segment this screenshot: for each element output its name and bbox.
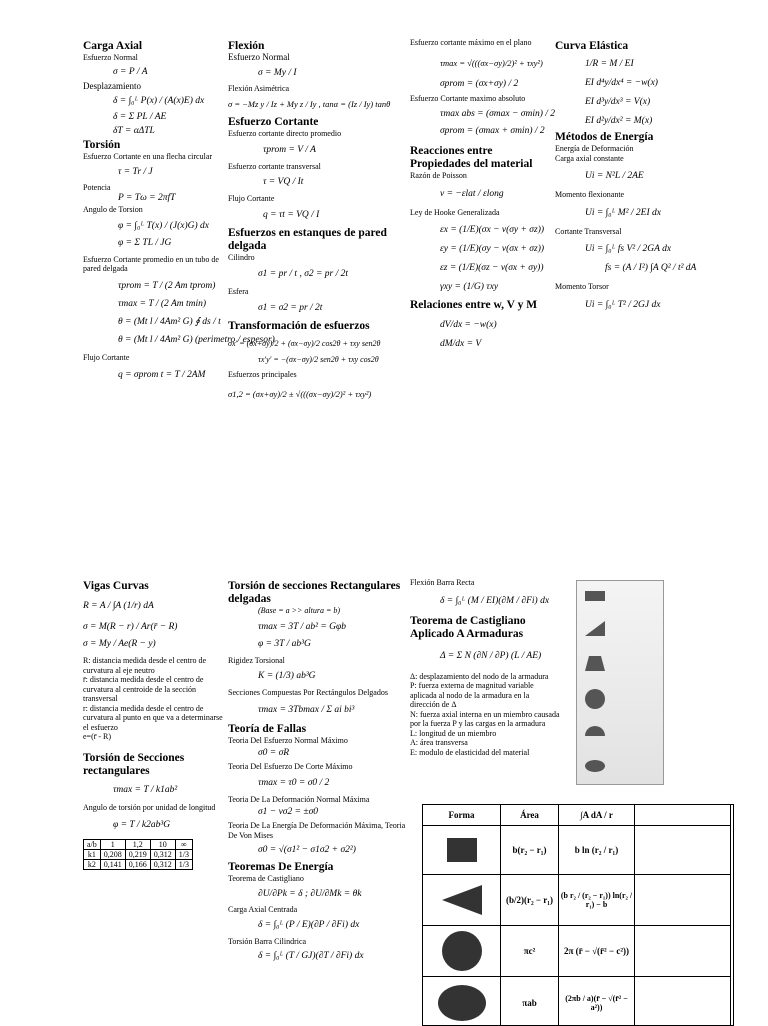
text-def-r-small: r: distancia medida desde el centro de curvatura al punto en que va a determinarse el esfuerzo (83, 703, 223, 732)
heading-castigliano-armaduras: Teorema de Castigliano Aplicado A Armaduras (410, 614, 526, 640)
formula-axial-centrada: δ = ∫₀ᴸ (P / E)(∂P / ∂Fi) dx (258, 920, 360, 930)
k-table-cell: 0,219 (125, 850, 150, 860)
heading-metodos-energia: Métodos de Energía (555, 131, 654, 143)
text-def-e: e=(r̄ - R) (83, 732, 112, 741)
label-angulo-torsion: Angulo de Torsion (83, 205, 143, 214)
heading-reacciones: Reacciones entre Propiedades del material (410, 145, 533, 170)
formula-q-2: q = τt = VQ / I (263, 209, 320, 220)
shape-circle (423, 926, 501, 977)
formula-corte-max: τmax = τ0 = σ0 / 2 (258, 777, 330, 788)
formula-armaduras: Δ = Σ N (∂N / ∂P) (L / AE) (440, 650, 542, 661)
shape-thumbnails (576, 580, 664, 785)
text-def-a: A: área transversa (410, 738, 468, 747)
k-table-cell: 0,208 (100, 850, 125, 860)
text-def-rbar: r̄: distancia medida desde el centro de curvatura al centroide de la sección transversal (83, 675, 204, 703)
row-extra-2 (635, 875, 731, 926)
formula-principales: σ1,2 = (σx+σy)/2 ± √(((σx−σy)/2)² + τxy²) (228, 389, 372, 399)
rectangle-shape-icon (432, 830, 492, 870)
label-cortante-transversal: Esfuerzo cortante transversal (228, 161, 321, 171)
label-cortante-transversal-2: Cortante Transversal (555, 226, 622, 236)
label-carga-axial-centrada: Carga Axial Centrada (228, 904, 298, 914)
shape-rectangle (423, 826, 501, 875)
formula-ui-torsor: Ui = ∫₀ᴸ T² / 2GJ dx (585, 299, 661, 310)
label-flujo-cortante-2: Flujo Cortante (228, 194, 275, 203)
shapes-grid (423, 805, 733, 1026)
formula-tau-abs: τmax abs = (σmax − σmin) / 2 (440, 109, 556, 119)
thumbnail-shapes-image (576, 580, 664, 785)
formula-asimetrica: σ = −Mz y / Iz + My z / Iy , tanα = (Iz / Iy) tanθ (228, 99, 391, 109)
heading-estanques: Esfuerzos en estanques de pared delgada (228, 226, 387, 252)
label-cilindro: Cilindro (228, 252, 255, 262)
label-carga-axial-constante: Carga axial constante (555, 153, 624, 163)
label-castigliano: Teorema de Castigliano (228, 874, 304, 883)
k-table-cell: 10 (150, 840, 175, 850)
formula-fs: fs = (A / I²) ∫A Q² / t² dA (605, 263, 697, 273)
label-corte-max: Teoria Del Esfuerzo De Corte Máximo (228, 762, 353, 771)
thumbnail-shapes-icon (577, 581, 663, 784)
label-flexion-asimetrica: Flexión Asimétrica (228, 83, 290, 93)
formula-ui-axial: Ui = N²L / 2AE (585, 171, 644, 181)
k-table-cell: 1,2 (125, 840, 150, 850)
formula-von-mises: σ0 = √(σ1² − σ1σ2 + σ2²) (258, 845, 356, 855)
label-flecha-circular: Esfuerzo Cortante en una flecha circular (83, 152, 213, 161)
heading-torsion-rect: Torsión de Secciones rectangulares (83, 751, 185, 777)
formula-curvatura: 1/R = M / EI (585, 59, 634, 69)
column-vigas-curvas (83, 580, 225, 870)
triangle-shape-icon (432, 880, 492, 920)
label-momento-torsor: Momento Torsor (555, 282, 609, 291)
label-potencia: Potencia (83, 182, 111, 192)
label-desplazamiento: Desplazamiento (83, 80, 141, 91)
formula-epsilon-z: εz = (1/E)(σz − ν(σx + σy)) (440, 263, 544, 273)
column-castigliano-armaduras (410, 578, 560, 757)
formula-d4y: EI d⁴y/dx⁴ = −w(x) (585, 78, 658, 88)
label-angulo-unidad: Angulo de torsión por unidad de longitud (83, 802, 216, 812)
formula-tau: τ = Tr / J (118, 166, 153, 177)
label-cortante-max-abs: Esfuerzo Cortante maximo absoluto (410, 93, 526, 103)
heading-transformacion: Transformación de esfuerzos (228, 319, 370, 332)
row-extra-3 (635, 926, 731, 977)
area-triangle: (b/2)(r₂ − r₁) (501, 875, 559, 926)
int-triangle: (b r₂ / (r₂ − r₁)) ln(r₂ / r₁) − b (559, 875, 635, 926)
heading-teoria-fallas: Teoría de Fallas (228, 722, 307, 735)
formula-esfera: σ1 = σ2 = pr / 2t (258, 302, 323, 313)
formula-delta-integral: δ = ∫₀ᴸ P(x) / (A(x)E) dx (113, 96, 205, 106)
formula-poisson: ν = −εlat / εlong (440, 188, 504, 199)
formula-phi-sum: φ = Σ TL / JG (118, 237, 172, 248)
k-table-cell: ∞ (175, 840, 192, 850)
heading-relaciones: Relaciones entre w, V y M (410, 299, 538, 311)
header-area: Área (501, 805, 559, 826)
label-energia-deformacion: Energía de Deformación (555, 144, 634, 153)
formula-sigma-prom-2: σprom = (σmax + σmin) / 2 (440, 126, 545, 136)
formula-r-neutro: R = A / ∫A (1/r) dA (83, 601, 154, 611)
k-table-cell: 1/3 (175, 850, 192, 860)
k-table-cell: 1/3 (175, 860, 192, 870)
formula-tau-delgada: τmax = 3T / ab² = Gφb (258, 621, 347, 632)
text-def-delta: Δ: desplazamiento del nodo de la armadura (410, 671, 549, 681)
formula-tau-max: τmax = T / (2 Am tmin) (118, 298, 207, 309)
shape-triangle (423, 875, 501, 926)
column-cortante-maximo (410, 38, 555, 350)
label-flexion-barra-recta: Flexión Barra Recta (410, 578, 475, 587)
formula-delta-sum: δ = Σ PL / AE (113, 112, 167, 122)
heading-esfuerzo-cortante: Esfuerzo Cortante (228, 116, 319, 128)
k-table-cell: k2 (84, 860, 101, 870)
label-esfuerzo-normal-2: Esfuerzo Normal (228, 52, 290, 62)
formula-castigliano: ∂U/∂Pk = δ ; ∂U/∂Mk = θk (258, 888, 362, 899)
formula-k: K = (1/3) ab³G (258, 671, 316, 681)
label-rigidez: Rigidez Torsional (228, 655, 285, 665)
formula-theta-integral: θ = (Mt l / 4Am² G) ∮ ds / t (118, 316, 221, 327)
label-cortante-directo: Esfuerzo cortante directo promedio (228, 129, 342, 138)
formula-phi-integral: φ = ∫₀ᴸ T(x) / (J(x)G) dx (118, 220, 209, 231)
formula-sigma-prom: σprom = (σx+σy) / 2 (440, 78, 519, 89)
formula-transf-tau: τx'y' = −(σx−σy)/2 sen2θ + τxy cos2θ (258, 354, 379, 364)
formula-d2y: EI d²y/dx² = M(x) (585, 116, 653, 126)
row-extra-4 (635, 977, 731, 1026)
k-table-cell: a/b (84, 840, 101, 850)
column-torsion-delgadas (228, 580, 408, 962)
formula-deformacion-max: σ1 − νσ2 = ±σ0 (258, 807, 319, 817)
formula-sigma-curva: σ = M(R − r) / Ar(r̄ − R) (83, 622, 178, 632)
area-ellipse: πab (501, 977, 559, 1026)
area-circle: πc² (501, 926, 559, 977)
formula-ui-flexion: Ui = ∫₀ᴸ M² / 2EI dx (585, 207, 661, 218)
column-flexion (228, 40, 408, 400)
label-deformacion-max: Teoria De La Deformación Normal Máxima (228, 794, 370, 804)
k-table-cell: 0,312 (150, 850, 175, 860)
text-def-p: P: fuerza externa de magnitud variable aplicada al nodo de la armadura en la dirección de Δ (410, 681, 534, 709)
formula-q: q = σprom t = T / 2AM (118, 370, 206, 380)
heading-torsion: Torsión (83, 139, 121, 151)
formula-d3y: EI d³y/dx³ = V(x) (585, 97, 651, 107)
formula-phi-delgada: φ = 3T / ab³G (258, 638, 311, 649)
heading-vigas-curvas: Vigas Curvas (83, 580, 149, 592)
formula-tau-max-plano: τmax = √(((σx−σy)/2)² + τxy²) (440, 57, 543, 68)
label-hooke: Ley de Hooke Generalizada (410, 207, 500, 217)
k-table-cell: k1 (84, 850, 101, 860)
label-esfuerzo-normal: Esfuerzo Normal (83, 53, 138, 62)
formula-theta-perimetro: θ = (Mt l / 4Am² G) (perimetro / espesor) (118, 334, 275, 345)
label-esfera: Esfera (228, 287, 249, 296)
circle-shape-icon (432, 929, 492, 973)
formula-tau-prom-2: τprom = V / A (263, 144, 316, 155)
header-empty (635, 805, 731, 826)
formula-sigma-curva-2: σ = My / Ae(R − y) (83, 639, 156, 649)
k-table-row (84, 840, 193, 850)
label-flujo-cortante: Flujo Cortante (83, 352, 130, 362)
formula-gamma-xy: γxy = (1/G) τxy (440, 282, 499, 292)
formula-sigma: σ = P / A (113, 66, 148, 77)
formula-torsion-barra: δ = ∫₀ᴸ (T / GJ)(∂T / ∂Fi) dx (258, 950, 364, 961)
k-table-cell: 0,166 (125, 860, 150, 870)
label-torsion-barra: Torsión Barra Cilindrica (228, 937, 307, 946)
formula-flexion-barra: δ = ∫₀ᴸ (M / EI)(∂M / ∂Fi) dx (440, 595, 550, 606)
int-circle: 2π (r̄ − √(r̄² − c²)) (559, 926, 635, 977)
formula-dm-dx: dM/dx = V (440, 339, 482, 349)
text-def-n: N: fuerza axial interna en un miembro causada por la fuerza P y las cargas en la armadura (410, 709, 560, 728)
formula-dv-dx: dV/dx = −w(x) (440, 320, 497, 330)
formula-ui-cortante: Ui = ∫₀ᴸ fs V² / 2GA dx (585, 244, 672, 254)
k-table-cell: 0,141 (100, 860, 125, 870)
heading-torsion-delgadas: Torsión de secciones Rectangulares delgadas (228, 580, 401, 605)
label-poisson: Razón de Poisson (410, 171, 467, 180)
shape-ellipse (423, 977, 501, 1026)
formula-tau-prom: τprom = T / (2 Am tprom) (118, 280, 216, 291)
heading-teoremas-energia: Teoremas De Energía (228, 861, 334, 873)
int-rectangle: b ln (r₂ / r₁) (559, 826, 635, 875)
row-extra-1 (635, 826, 731, 875)
text-def-e-mod: E: modulo de elasticidad del material (410, 747, 530, 757)
formula-epsilon-x: εx = (1/E)(σx − ν(σy + σz)) (440, 225, 545, 235)
shapes-area-table (422, 804, 734, 1026)
heading-curva-elastica: Curva Elástica (555, 40, 629, 52)
label-tubo-pared-delgada: Esfuerzo Cortante promedio en un tubo de pared delgada (83, 254, 219, 273)
header-forma: Forma (423, 805, 501, 826)
heading-flexion: Flexión (228, 40, 265, 52)
ellipse-shape-icon (432, 981, 492, 1025)
formula-phi-rect: φ = T / k2ab³G (113, 820, 171, 830)
label-normal-max: Teoria Del Esfuerzo Normal Máximo (228, 735, 348, 745)
int-ellipse: (2πb / a)(r̄ − √(r̄² − a²)) (559, 977, 635, 1026)
heading-carga-axial: Carga Axial (83, 40, 143, 52)
k-table-row (84, 860, 193, 870)
formula-delta-thermal: δT = αΔTL (113, 126, 155, 136)
formula-transf-sigma: σx' = (σx+σy)/2 + (σx−σy)/2 cos2θ + τxy sen2θ (228, 338, 381, 348)
area-rectangle: b(r₂ − r₁) (501, 826, 559, 875)
column-curva-elastica (555, 40, 705, 311)
formula-epsilon-y: εy = (1/E)(σy − ν(σx + σz)) (440, 244, 545, 254)
header-integral: ∫A dA / r (559, 805, 635, 826)
label-compuestas: Secciones Compuestas Por Rectángulos Delgados (228, 688, 388, 697)
table-k-coefficients (83, 839, 193, 870)
formula-potencia: P = Tω = 2πfT (118, 193, 176, 203)
text-def-l: L: longitud de un miembro (410, 728, 497, 738)
label-esfuerzos-principales: Esfuerzos principales (228, 369, 297, 379)
label-von-mises: Teoria De La Energía De Deformación Máxima, Teoria De Von Mises (228, 821, 406, 840)
label-cortante-max-plano: Esfuerzo cortante máximo en el plano (410, 38, 532, 47)
formula-normal-max: σ0 = σR (258, 748, 290, 758)
formula-compuestas: τmax = 3Tbmax / Σ ai bi³ (258, 704, 355, 715)
formula-vq-it: τ = VQ / It (263, 177, 304, 187)
k-table-row (84, 850, 193, 860)
label-momento-flexionante: Momento flexionante (555, 190, 625, 199)
formula-tau-rect: τmax = T / k1ab² (113, 784, 178, 795)
formula-cilindro: σ1 = pr / t , σ2 = pr / 2t (258, 269, 349, 279)
k-table-cell: 0,312 (150, 860, 175, 870)
note-base-altura: (Base = a >> altura = b) (258, 606, 341, 615)
formula-flexion: σ = My / I (258, 67, 297, 78)
k-table-cell: 1 (100, 840, 125, 850)
text-def-r: R: distancia medida desde el centro de curvatura al eje neutro (83, 656, 207, 675)
